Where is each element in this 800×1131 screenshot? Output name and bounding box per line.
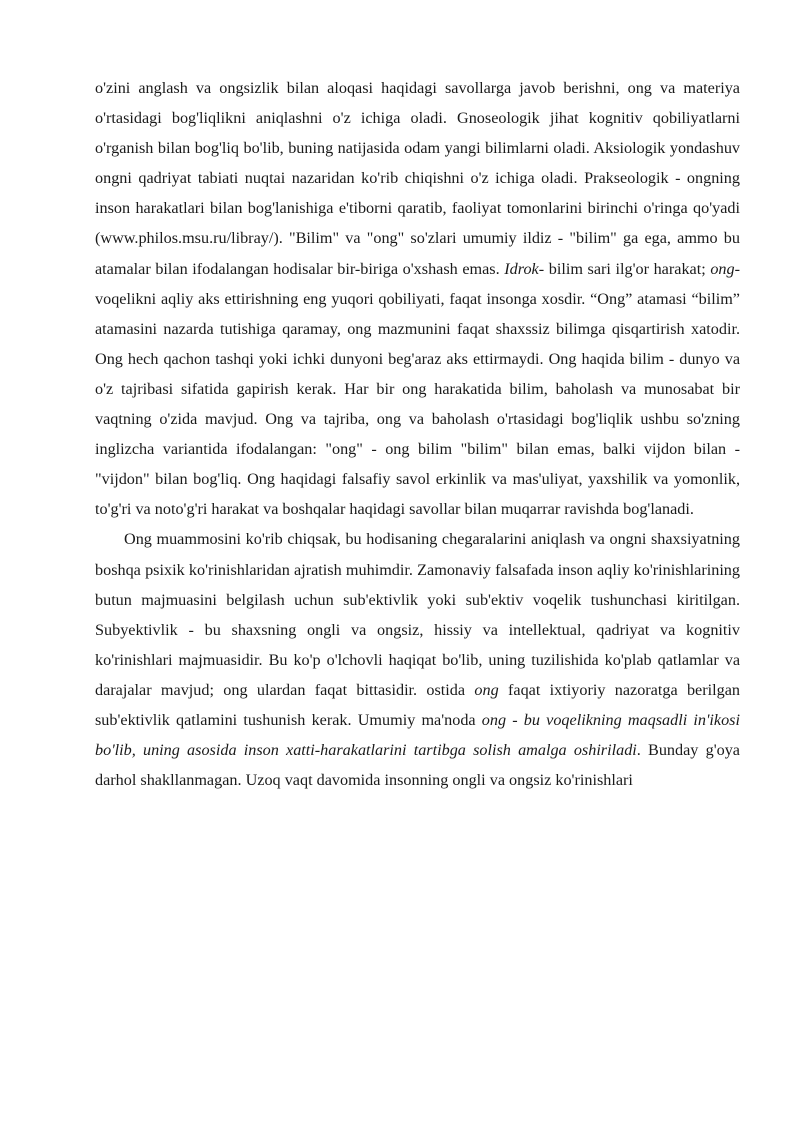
term-ong: ong xyxy=(474,680,499,699)
paragraph-text: - voqelikni aqliy aks ettirishning eng yuqori qobiliyati, faqat insonga xosdir. “Ong” atamasi “bilim” atamasini nazarda tutishiga qaramay, ong mazmunini faqat shaxssiz bilimga qisqartirish xatodir. Ong hech qachon tashqi yoki ichki dunyoni beg'araz aks ettirmaydi. Ong haqida bilim - dunyo va o'z tajribasi sifatida gapirish kerak. Har bir ong harakatida bilim, baholash va munosabat bir vaqtning o'zida mavjud. Ong va tajriba, ong va baholash o'rtasidagi bog'liqlik ushbu so'zning inglizcha variantida ifodalangan: "ong" - ong bilim "bilim" bilan emas, balki vijdon bilan - "vijdon" bilan bog'liq. Ong haqidagi falsafiy savol erkinlik va mas'uliyat, yaxshilik va yomonlik, to'g'ri va noto'g'ri harakat va boshqalar haqidagi savollar bilan muqarrar ravishda bog'lanadi. xyxy=(95,259,740,519)
document-page xyxy=(95,73,740,795)
definition-ong: ong - bu voqelikning maqsadli in'ikosi bo'lib, uning asosida inson xatti-harakatlarini tartibga solish amalga oshiriladi xyxy=(95,710,740,760)
paragraph-text: . Bunday g'oya darhol shakllanmagan. Uzoq vaqt davomida insonning ongli va ongsiz ko'rinishlari xyxy=(95,741,740,790)
paragraph-text: Ong muammosini ko'rib chiqsak, bu hodisaning chegaralarini aniqlash va ongni shaxsiyatning boshqa psixik ko'rinishlaridan ajratish muhimdir. Zamonaviy falsafada inson aqliy ko'rinishlarining butun majmuasini belgilash uchun sub'ektivlik yoki sub'ektiv voqelik tushunchasi kiritilgan. Subyektivlik - bu shaxsning ongli va ongsiz, hissiy va intellektual, qadriyat va kognitiv ko'rinishlari majmuasidir. Bu ko'p o'lchovli haqiqat bo'lib, uning tuzilishida ko'plab qatlamlar va darajalar mavjud; ong ulardan faqat bittasidir. ostida xyxy=(95,530,740,699)
paragraph-continuation xyxy=(95,73,740,524)
paragraph-text: - bilim sari ilg'or harakat; xyxy=(538,259,711,278)
paragraph xyxy=(95,524,740,795)
paragraph-text: o'zini anglash va ongsizlik bilan aloqasi haqidagi savollarga javob berishni, ong va materiya o'rtasidagi bog'liqlikni aniqlashni o'z ichiga oladi. Gnoseologik jihat kognitiv qobiliyatlarni o'rganish bilan bog'liq bo'lib, buning natijasida odam yangi bilimlarni oladi. Aksiologik yondashuv ongni qadriyat tabiati nuqtai nazaridan ko'rib chiqishni o'z ichiga oladi. Prakseologik - ongning inson harakatlari bilan bog'lanishiga e'tiborni qaratib, faoliyat tomonlarini birinchi o'ringa qo'yadi (www.philos.msu.ru/libray/). "Bilim" va "ong" so'zlari umumiy ildiz - "bilim" ga ega, ammo bu atamalar bilan ifodalangan hodisalar bir-biriga o'xshash emas. xyxy=(95,79,740,278)
term-idrok: Idrok xyxy=(504,259,539,278)
paragraph-text: faqat ixtiyoriy nazoratga berilgan sub'ektivlik qatlamini tushunish kerak. Umumiy ma'noda xyxy=(95,680,740,729)
term-ong: ong xyxy=(710,259,735,278)
